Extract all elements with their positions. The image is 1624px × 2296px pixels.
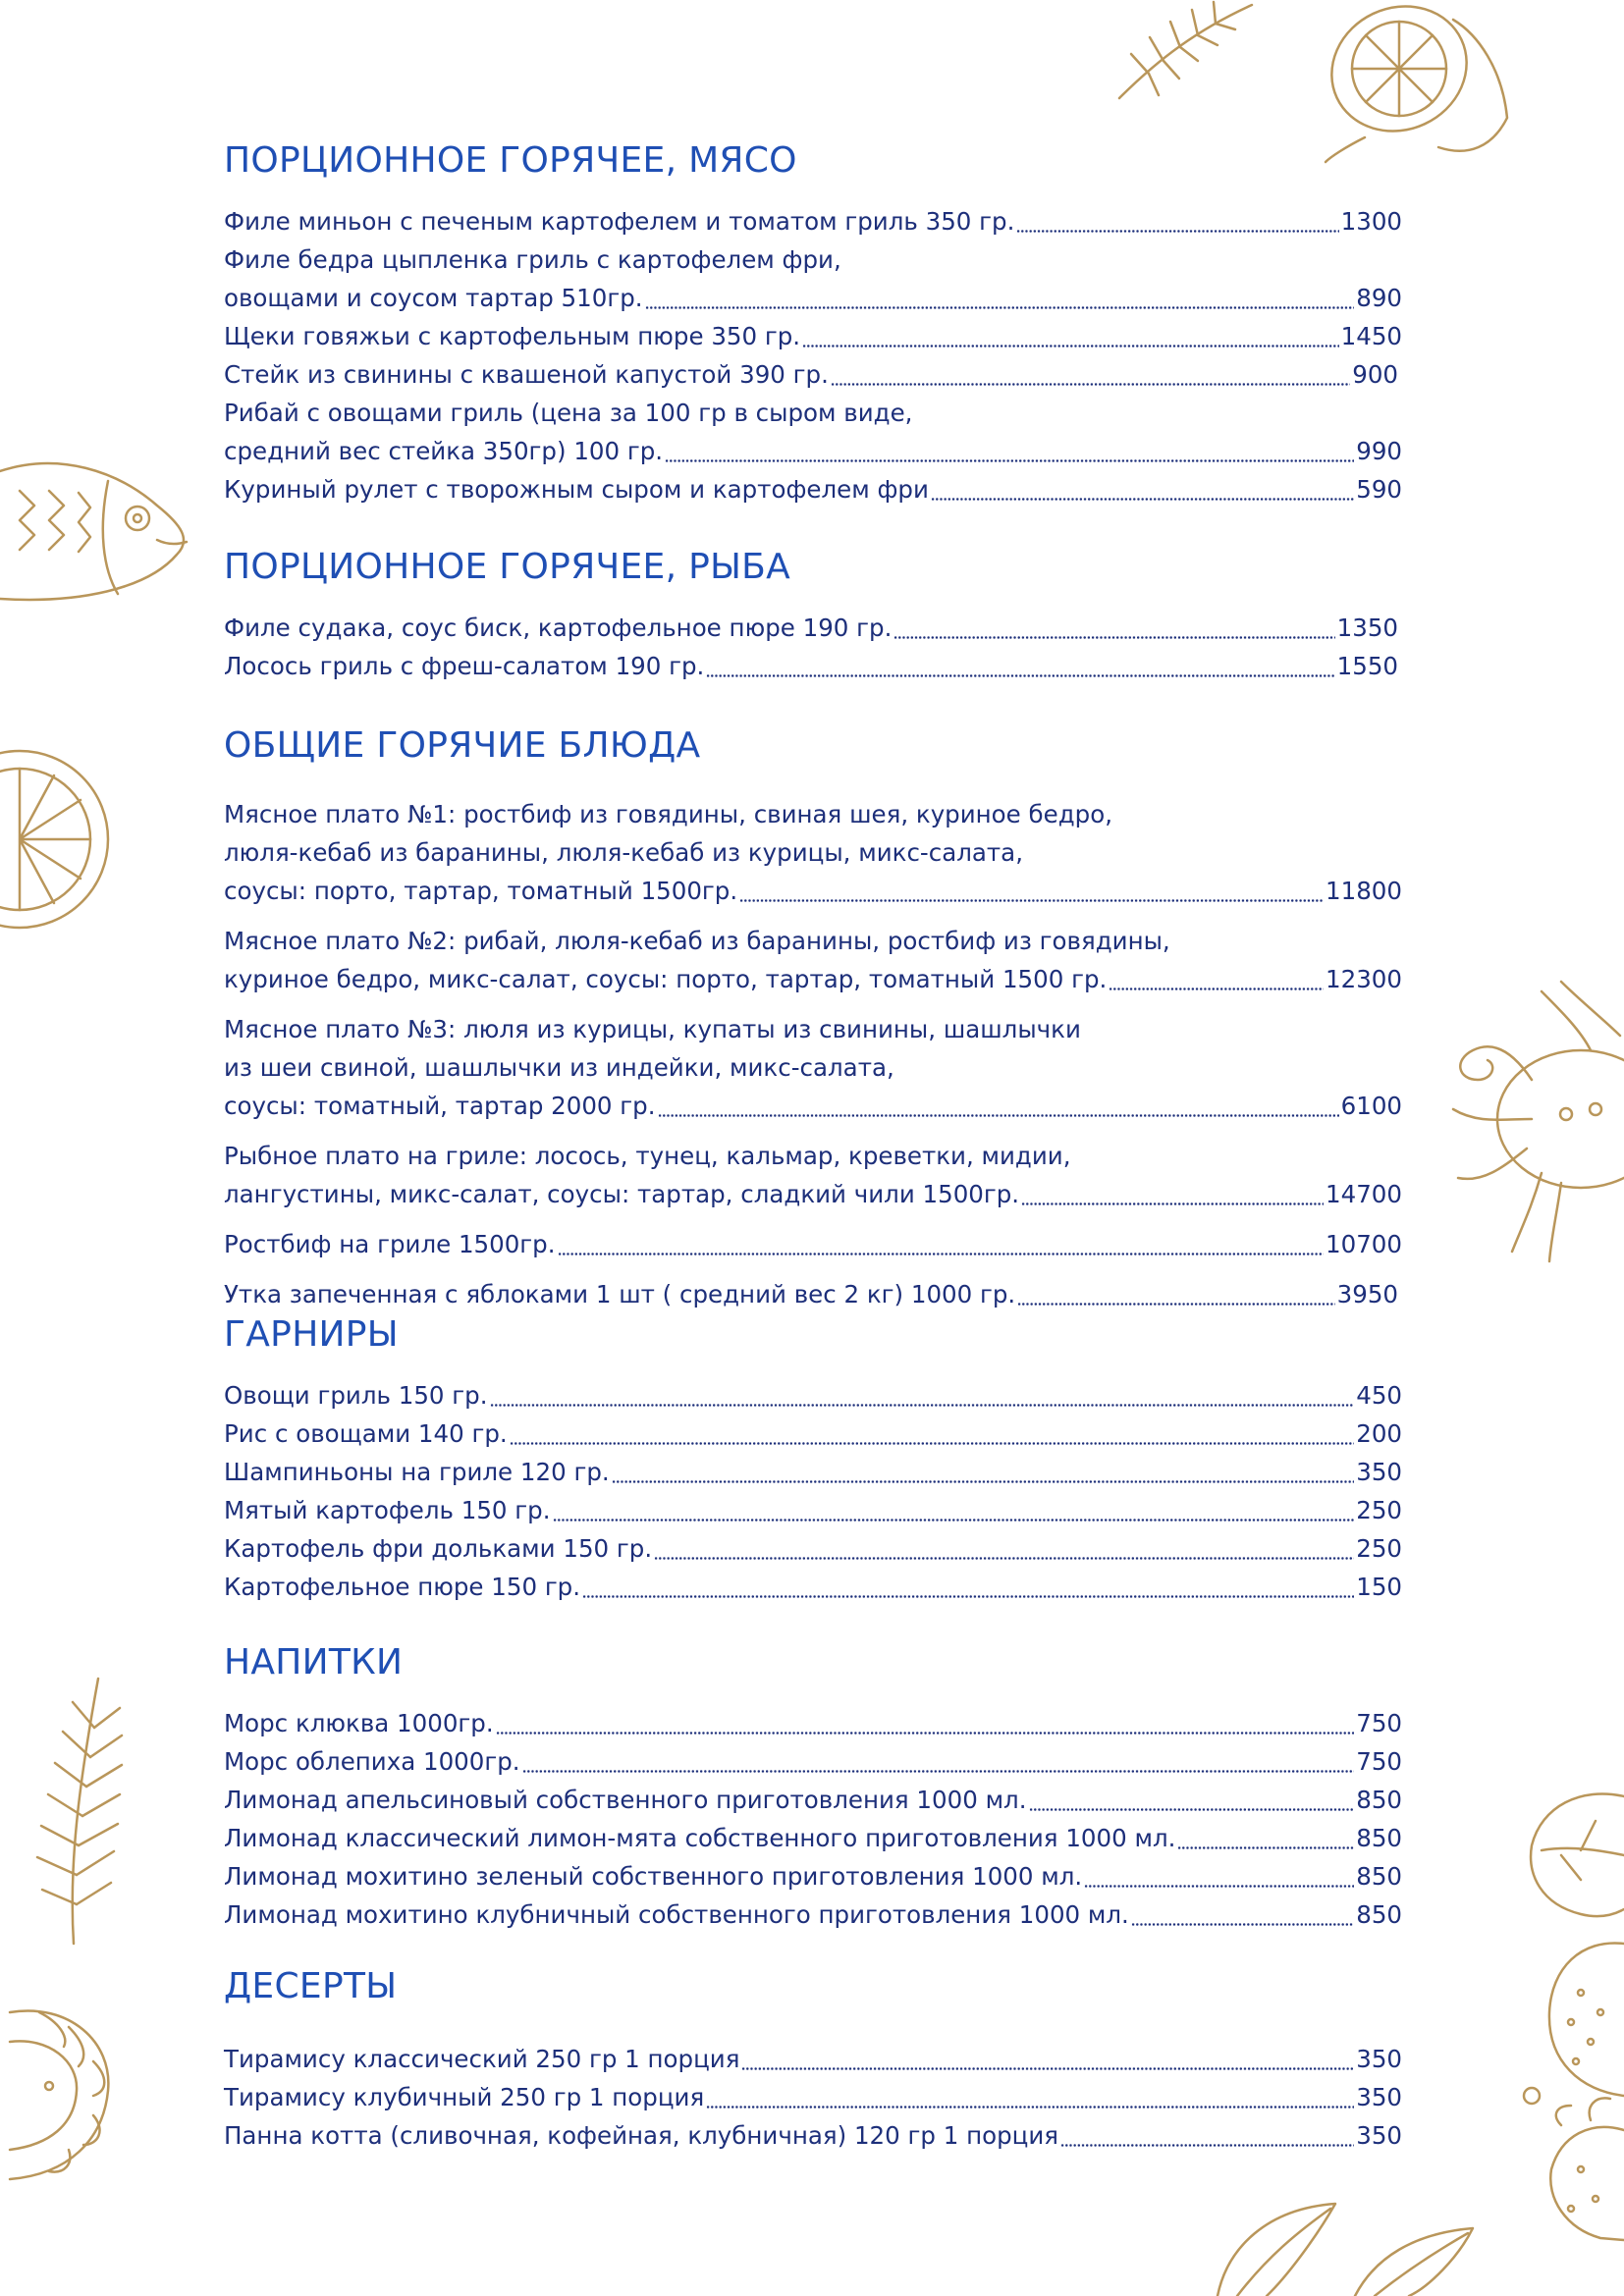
dot-leader (612, 1453, 1355, 1491)
menu-item (224, 2040, 1402, 2078)
menu-item (224, 795, 1402, 910)
item-name: Лимонад апельсиновый собственного приготовления 1000 мл. (224, 1786, 1027, 1814)
section-sides (224, 1313, 1402, 1606)
menu-item (224, 1453, 1402, 1491)
rosemary-icon (1110, 0, 1257, 108)
dot-leader (741, 2040, 1354, 2078)
item-price: 350 (1356, 2121, 1402, 2150)
item-name: лангустины, микс-салат, соусы: тартар, сладкий чили 1500гр. (224, 1180, 1020, 1208)
dot-leader (1021, 1175, 1324, 1213)
item-name: Картофель фри дольками 150 гр. (224, 1534, 653, 1563)
menu-item (224, 1704, 1402, 1742)
item-price: 1450 (1340, 322, 1402, 350)
item-price: 1300 (1340, 207, 1402, 236)
menu-item (224, 609, 1402, 647)
menu-item (224, 1568, 1402, 1606)
dot-leader (553, 1491, 1355, 1529)
dot-leader (665, 432, 1354, 470)
item-name: Морс облепиха 1000гр. (224, 1747, 520, 1776)
item-description-line: Рибай с овощами гриль (цена за 100 гр в сыром виде, (224, 399, 913, 427)
item-description-line: из шеи свиной, шашлычки из индейки, микс-салата, (224, 1053, 894, 1082)
item-name: Щеки говяжьи с картофельным пюре 350 гр. (224, 322, 801, 350)
item-price: 350 (1356, 2083, 1402, 2111)
menu-item (224, 355, 1402, 394)
item-description-line: люля-кебаб из баранины, люля-кебаб из курицы, микс-салата, (224, 838, 1023, 867)
menu-item (224, 1137, 1402, 1213)
item-price: 1550 (1336, 652, 1398, 680)
dot-leader (654, 1529, 1354, 1568)
item-price: 750 (1356, 1709, 1402, 1737)
dot-leader (802, 317, 1339, 355)
dot-leader (1084, 1857, 1354, 1896)
dot-leader (490, 1376, 1355, 1415)
crab-icon (1434, 972, 1624, 1266)
item-name: Тирамису классический 250 гр 1 порция (224, 2045, 740, 2073)
item-name: Рис с овощами 140 гр. (224, 1419, 508, 1448)
item-name: Лимонад мохитино зеленый собственного приготовления 1000 мл. (224, 1862, 1083, 1891)
item-name: Тирамису клубичный 250 гр 1 порция (224, 2083, 705, 2111)
item-name: Филе судака, соус биск, картофельное пюре 190 гр. (224, 614, 893, 642)
dot-leader (645, 279, 1355, 317)
item-name: Шампиньоны на гриле 120 гр. (224, 1458, 610, 1486)
item-name: Утка запеченная с яблоками 1 шт ( средний вес 2 кг) 1000 гр. (224, 1280, 1016, 1308)
item-price: 990 (1356, 437, 1402, 465)
menu-item (224, 1010, 1402, 1125)
menu-item (224, 1415, 1402, 1453)
item-price: 590 (1356, 475, 1402, 504)
item-name: Панна котта (сливочная, кофейная, клубничная) 120 гр 1 порция (224, 2121, 1058, 2150)
dot-leader (582, 1568, 1354, 1606)
item-price: 3950 (1336, 1280, 1398, 1308)
menu-item (224, 1491, 1402, 1529)
item-price: 11800 (1326, 877, 1402, 905)
item-name: Овощи гриль 150 гр. (224, 1381, 488, 1410)
menu-item (224, 394, 1402, 470)
item-price: 150 (1356, 1573, 1402, 1601)
item-price: 450 (1356, 1381, 1402, 1410)
dot-leader (739, 872, 1324, 910)
item-description-line: Мясное плато №3: люля из курицы, купаты из свинины, шашлычки (224, 1015, 1081, 1043)
section-title: ПОРЦИОННОЕ ГОРЯЧЕЕ, РЫБА (224, 547, 791, 587)
item-name: Стейк из свинины с квашеной капустой 390 гр. (224, 360, 829, 389)
menu-item (224, 1819, 1402, 1857)
dot-leader (1109, 960, 1324, 998)
item-name: Лосось гриль с фреш-салатом 190 гр. (224, 652, 705, 680)
item-price: 14700 (1326, 1180, 1402, 1208)
dot-leader (893, 609, 1334, 647)
item-description-line: Филе бедра цыпленка гриль с картофелем фри, (224, 245, 841, 274)
item-name: средний вес стейка 350гр) 100 гр. (224, 437, 664, 465)
item-price: 850 (1356, 1786, 1402, 1814)
dot-leader (1131, 1896, 1354, 1934)
menu-item (224, 1896, 1402, 1934)
dot-leader (831, 355, 1350, 394)
item-price: 900 (1352, 360, 1398, 389)
item-price: 200 (1356, 1419, 1402, 1448)
item-list (224, 202, 1402, 508)
item-name: Филе миньон с печеным картофелем и томатом гриль 350 гр. (224, 207, 1015, 236)
item-name: Лимонад классический лимон-мята собственного приготовления 1000 мл. (224, 1824, 1176, 1852)
section-drinks (224, 1641, 1402, 1934)
section-shared-hot (224, 724, 1402, 1313)
menu-item (224, 1225, 1402, 1263)
item-price: 250 (1356, 1496, 1402, 1524)
leaf-icon (1208, 2189, 1483, 2296)
item-list (224, 1704, 1402, 1934)
menu-item (224, 1781, 1402, 1819)
section-desserts (224, 1965, 1402, 2155)
menu-item (224, 1857, 1402, 1896)
item-list (224, 2040, 1402, 2155)
lemon-slice-icon (0, 746, 118, 933)
item-list (224, 609, 1402, 685)
item-price: 250 (1356, 1534, 1402, 1563)
dot-leader (931, 470, 1354, 508)
section-hot-fish (224, 546, 1402, 685)
item-price: 850 (1356, 1824, 1402, 1852)
item-name: овощами и соусом тартар 510гр. (224, 284, 643, 312)
menu-item (224, 1275, 1402, 1313)
shrimp-icon (0, 1993, 128, 2189)
menu-item (224, 1529, 1402, 1568)
item-name: куриное бедро, микс-салат, соусы: порто, тартар, томатный 1500 гр. (224, 965, 1108, 993)
menu-item (224, 2116, 1402, 2155)
dot-leader (706, 647, 1334, 685)
item-name: Мятый картофель 150 гр. (224, 1496, 551, 1524)
section-title: НАПИТКИ (224, 1642, 404, 1682)
item-description-line: Рыбное плато на гриле: лосось, тунец, кальмар, креветки, мидии, (224, 1142, 1071, 1170)
dot-leader (558, 1225, 1325, 1263)
menu-item (224, 922, 1402, 998)
menu-item (224, 240, 1402, 317)
item-name: Куриный рулет с творожным сыром и картофелем фри (224, 475, 929, 504)
item-name: Картофельное пюре 150 гр. (224, 1573, 581, 1601)
strawberry-icon (1512, 1924, 1624, 2248)
menu-item (224, 2078, 1402, 2116)
menu-item (224, 647, 1402, 685)
item-price: 12300 (1326, 965, 1402, 993)
fish-icon (0, 432, 196, 628)
item-description-line: Мясное плато №1: ростбиф из говядины, свиная шея, куриное бедро, (224, 800, 1112, 828)
dot-leader (1029, 1781, 1355, 1819)
dot-leader (658, 1087, 1339, 1125)
item-name: соусы: порто, тартар, томатный 1500гр. (224, 877, 738, 905)
lemon-icon (1306, 0, 1522, 162)
item-price: 850 (1356, 1900, 1402, 1929)
item-name: соусы: томатный, тартар 2000 гр. (224, 1092, 656, 1120)
item-price: 890 (1356, 284, 1402, 312)
item-description-line: Мясное плато №2: рибай, люля-кебаб из баранины, ростбиф из говядины, (224, 927, 1170, 955)
menu-item (224, 1376, 1402, 1415)
menu-item (224, 470, 1402, 508)
menu-item (224, 202, 1402, 240)
item-list (224, 795, 1402, 1313)
item-price: 10700 (1326, 1230, 1402, 1258)
item-price: 850 (1356, 1862, 1402, 1891)
item-price: 750 (1356, 1747, 1402, 1776)
dot-leader (1177, 1819, 1354, 1857)
section-title: ПОРЦИОННОЕ ГОРЯЧЕЕ, МЯСО (224, 140, 797, 181)
item-list (224, 1376, 1402, 1606)
section-title: ГАРНИРЫ (224, 1314, 399, 1355)
menu-item (224, 1742, 1402, 1781)
item-name: Морс клюква 1000гр. (224, 1709, 494, 1737)
item-name: Ростбиф на гриле 1500гр. (224, 1230, 556, 1258)
section-title: ДЕСЕРТЫ (224, 1966, 398, 2006)
item-name: Лимонад мохитино клубничный собственного приготовления 1000 мл. (224, 1900, 1129, 1929)
dot-leader (522, 1742, 1355, 1781)
basil-icon (1502, 1777, 1624, 1924)
section-title: ОБЩИЕ ГОРЯЧИЕ БЛЮДА (224, 725, 701, 766)
item-price: 350 (1356, 2045, 1402, 2073)
dot-leader (706, 2078, 1354, 2116)
menu-item (224, 317, 1402, 355)
dot-leader (510, 1415, 1355, 1453)
item-price: 6100 (1340, 1092, 1402, 1120)
item-price: 1350 (1336, 614, 1398, 642)
dot-leader (1060, 2116, 1354, 2155)
dot-leader (496, 1704, 1355, 1742)
item-price: 350 (1356, 1458, 1402, 1486)
rosemary-icon (0, 1669, 147, 1944)
dot-leader (1017, 1275, 1334, 1313)
dot-leader (1016, 202, 1338, 240)
section-hot-meat (224, 139, 1402, 508)
